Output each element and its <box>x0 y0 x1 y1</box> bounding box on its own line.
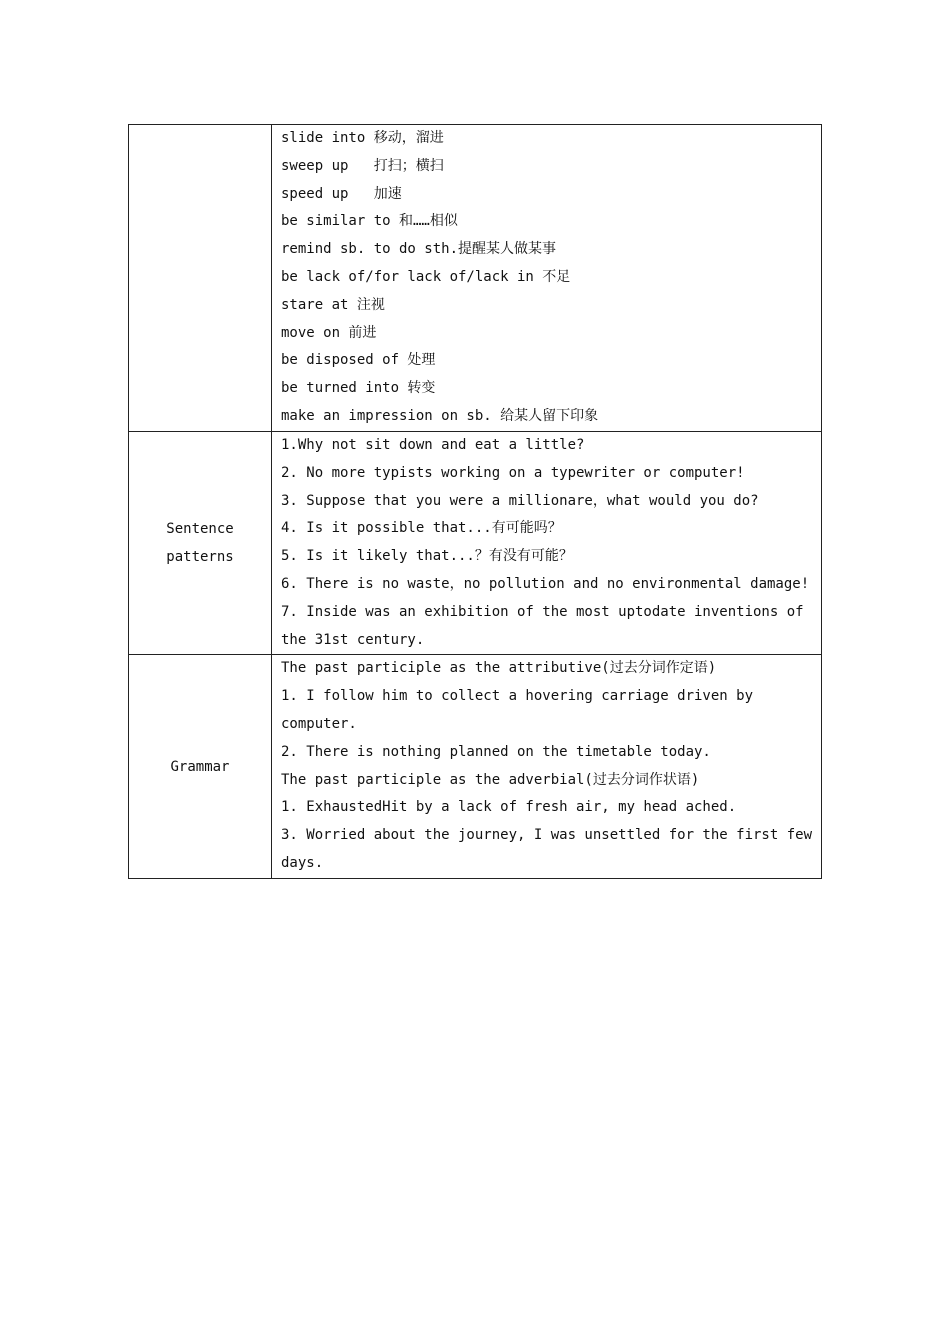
grammar-line: The past participle as the attributive(过去分词作定语) <box>281 660 717 677</box>
sentence-patterns-label-line1: Sentence <box>166 521 234 538</box>
sentence-patterns-row <box>129 432 822 655</box>
grammar-row <box>129 655 822 879</box>
grammar-line: 1. ExhaustedHit by a lack of fresh air, my head ached. <box>281 799 737 816</box>
phrase-line: remind sb. to do sth.提醒某人做某事 <box>281 241 557 258</box>
grammar-line: 1. I follow him to collect a hovering carriage driven by computer. <box>281 688 762 732</box>
grammar-content-cell <box>272 655 822 879</box>
sentence-line: 2. No more typists working on a typewriter or computer! <box>281 464 745 481</box>
grammar-label-cell: Grammar <box>129 655 272 879</box>
sentence-line: 5. Is it likely that...？有没有可能？ <box>281 548 573 565</box>
sentence-line: 3. Suppose that you were a millionare，what would you do? <box>281 492 759 509</box>
phrases-label-cell <box>129 125 272 432</box>
phrase-line: speed up 加速 <box>281 185 402 202</box>
phrases-content-cell <box>272 125 822 432</box>
phrase-line: be turned into 转变 <box>281 380 436 397</box>
phrase-line: be similar to 和……相似 <box>281 213 458 230</box>
sentence-patterns-label-cell <box>129 432 272 655</box>
sentence-line: 7. Inside was an exhibition of the most uptodate inventions of the 31st century. <box>281 603 813 648</box>
sentence-line: 4. Is it possible that...有可能吗？ <box>281 520 562 537</box>
phrases-row <box>129 125 822 432</box>
grammar-line: 3. Worried about the journey, I was unsettled for the first few days. <box>281 827 821 871</box>
sentence-patterns-content-cell <box>272 432 822 655</box>
phrase-line: slide into 移动，溜进 <box>281 130 444 146</box>
phrase-line: be disposed of 处理 <box>281 352 436 369</box>
grammar-line: The past participle as the adverbial(过去分词作状语) <box>281 771 700 788</box>
lesson-summary-table <box>128 124 822 879</box>
sentence-line: 6. There is no waste，no pollution and no environmental damage! <box>281 575 810 592</box>
sentence-patterns-label-line2: patterns <box>166 549 234 566</box>
phrase-line: sweep up 打扫；横扫 <box>281 157 444 174</box>
phrase-line: make an impression on sb. 给某人留下印象 <box>281 407 599 424</box>
sentence-line: 1.Why not sit down and eat a little? <box>281 437 585 453</box>
grammar-line: 2. There is nothing planned on the timetable today. <box>281 743 711 760</box>
phrase-line: stare at 注视 <box>281 296 385 313</box>
phrase-line: be lack of/for lack of/lack in 不足 <box>281 268 571 285</box>
phrase-line: move on 前进 <box>281 324 377 341</box>
